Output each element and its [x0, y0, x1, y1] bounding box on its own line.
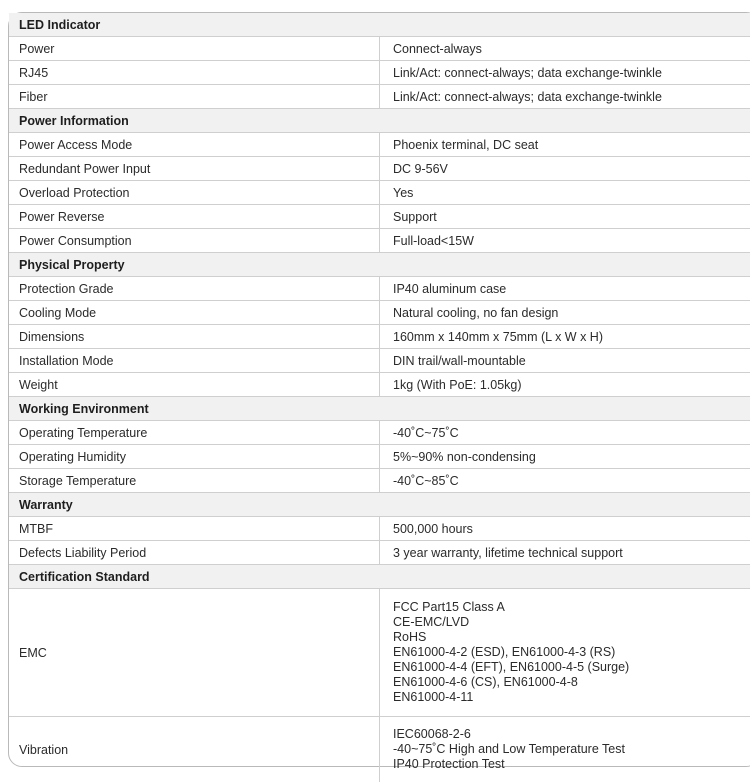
section-title: Warranty [9, 493, 750, 517]
spec-value [380, 589, 750, 717]
spec-value-line: RoHS [393, 630, 750, 645]
spec-label: RJ45 [9, 61, 380, 85]
spec-value-line: IP40 Protection Test [393, 757, 750, 772]
spec-value-line: FCC Part15 Class A [393, 600, 750, 615]
spec-label: Defects Liability Period [9, 541, 380, 565]
section-title: Certification Standard [9, 565, 750, 589]
section-title: LED Indicator [9, 13, 750, 37]
section-header [9, 397, 750, 421]
spec-label: MTBF [9, 517, 380, 541]
spec-row [9, 517, 750, 541]
spec-row [9, 229, 750, 253]
spec-row [9, 205, 750, 229]
spec-value: Link/Act: connect-always; data exchange-twinkle [380, 61, 750, 85]
spec-row [9, 181, 750, 205]
spec-row [9, 277, 750, 301]
spec-value: DC 9-56V [380, 157, 750, 181]
spec-row [9, 373, 750, 397]
spec-row [9, 469, 750, 493]
spec-label: Power Reverse [9, 205, 380, 229]
spec-value: 3 year warranty, lifetime technical support [380, 541, 750, 565]
spec-row [9, 421, 750, 445]
spec-label: Operating Temperature [9, 421, 380, 445]
spec-value-line: EN61000-4-6 (CS), EN61000-4-8 [393, 675, 750, 690]
section-title: Physical Property [9, 253, 750, 277]
spec-label: EMC [9, 589, 380, 717]
section-header [9, 253, 750, 277]
spec-row [9, 349, 750, 373]
spec-value: Natural cooling, no fan design [380, 301, 750, 325]
spec-label: Redundant Power Input [9, 157, 380, 181]
spec-value: Link/Act: connect-always; data exchange-twinkle [380, 85, 750, 109]
spec-row [9, 157, 750, 181]
spec-label: Weight [9, 373, 380, 397]
section-title: Power Information [9, 109, 750, 133]
spec-label: Power Consumption [9, 229, 380, 253]
spec-value: 500,000 hours [380, 517, 750, 541]
spec-value [380, 717, 750, 782]
section-header [9, 493, 750, 517]
spec-label: Operating Humidity [9, 445, 380, 469]
spec-value: Phoenix terminal, DC seat [380, 133, 750, 157]
spec-label: Installation Mode [9, 349, 380, 373]
spec-table [9, 13, 750, 782]
spec-value: 1kg (With PoE: 1.05kg) [380, 373, 750, 397]
spec-value: Connect-always [380, 37, 750, 61]
spec-value-line: -40~75˚C High and Low Temperature Test [393, 742, 750, 757]
spec-row [9, 445, 750, 469]
spec-value: Yes [380, 181, 750, 205]
spec-value: -40˚C~85˚C [380, 469, 750, 493]
spec-label: Power [9, 37, 380, 61]
spec-value: 160mm x 140mm x 75mm (L x W x H) [380, 325, 750, 349]
spec-value-line: EN61000-4-2 (ESD), EN61000-4-3 (RS) [393, 645, 750, 660]
spec-row [9, 37, 750, 61]
spec-label: Vibration [9, 717, 380, 782]
spec-label: Protection Grade [9, 277, 380, 301]
spec-label: Overload Protection [9, 181, 380, 205]
spec-row [9, 301, 750, 325]
section-header [9, 13, 750, 37]
spec-value: -40˚C~75˚C [380, 421, 750, 445]
spec-value-line: CE-EMC/LVD [393, 615, 750, 630]
section-header [9, 109, 750, 133]
spec-row [9, 85, 750, 109]
spec-label: Power Access Mode [9, 133, 380, 157]
spec-label: Fiber [9, 85, 380, 109]
spec-value: IP40 aluminum case [380, 277, 750, 301]
spec-value: DIN trail/wall-mountable [380, 349, 750, 373]
spec-table-body [9, 13, 750, 782]
spec-row [9, 589, 750, 717]
spec-value-line: IEC60068-2-6 [393, 727, 750, 742]
spec-row [9, 133, 750, 157]
spec-row [9, 717, 750, 782]
section-header [9, 565, 750, 589]
spec-value-line: EN61000-4-11 [393, 690, 750, 705]
spec-row [9, 541, 750, 565]
spec-row [9, 61, 750, 85]
spec-label: Storage Temperature [9, 469, 380, 493]
spec-value: 5%~90% non-condensing [380, 445, 750, 469]
spec-value: Support [380, 205, 750, 229]
spec-value-line: EN61000-4-4 (EFT), EN61000-4-5 (Surge) [393, 660, 750, 675]
section-title: Working Environment [9, 397, 750, 421]
spec-value: Full-load<15W [380, 229, 750, 253]
spec-label: Dimensions [9, 325, 380, 349]
spec-row [9, 325, 750, 349]
spec-label: Cooling Mode [9, 301, 380, 325]
